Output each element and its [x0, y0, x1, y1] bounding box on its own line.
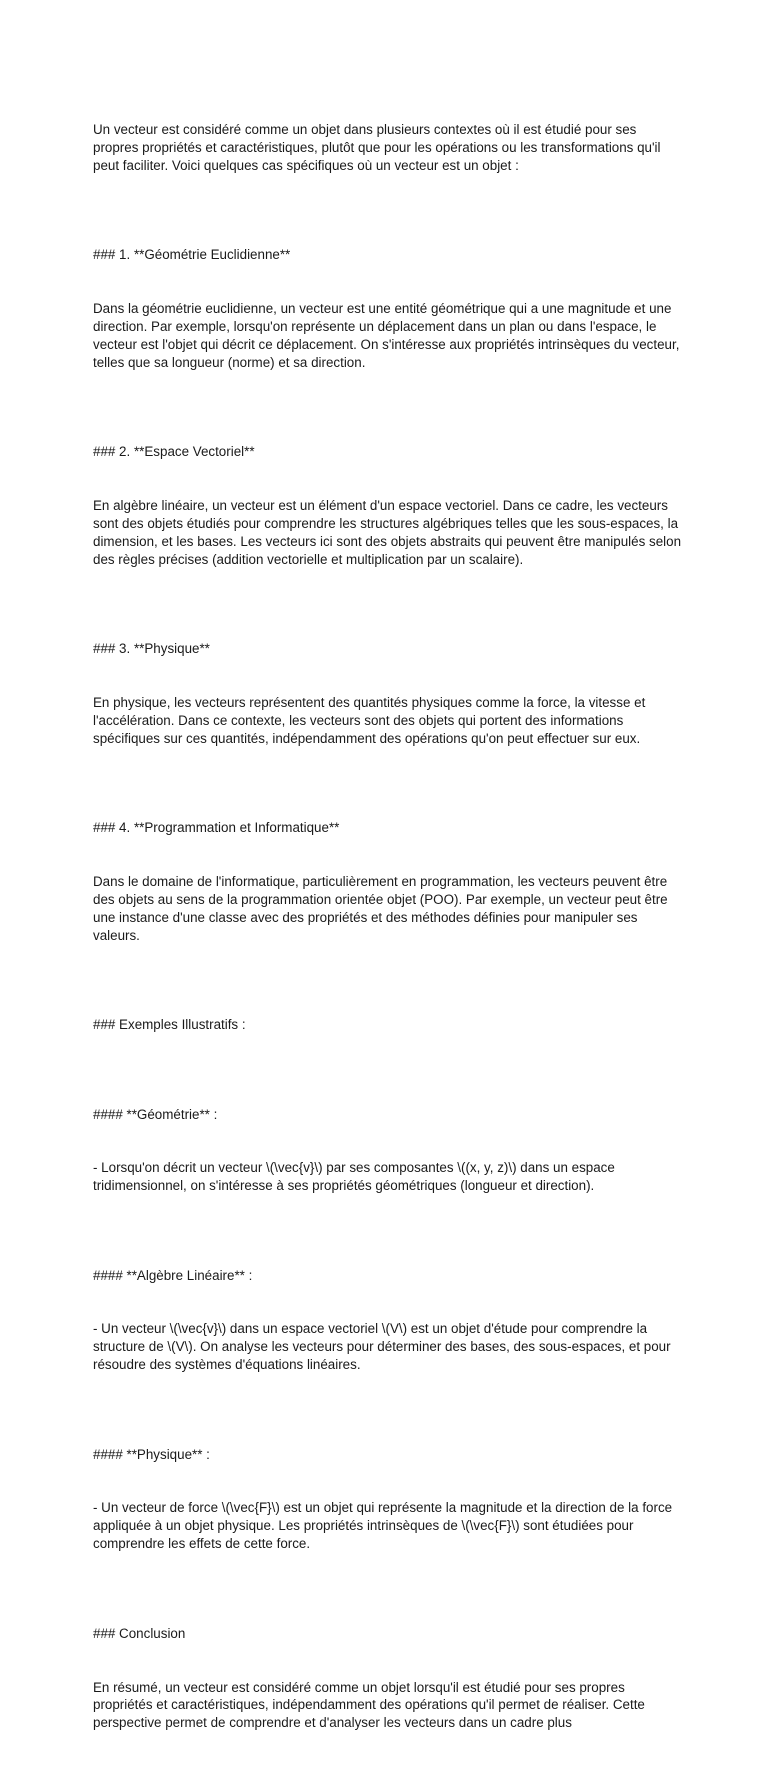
section-heading-physique: ### 3. **Physique** — [93, 641, 210, 657]
example-heading-physique: #### **Physique** : — [93, 1446, 210, 1462]
intro-paragraph: Un vecteur est considéré comme un objet dans plusieurs contextes où il est étudié pour ses propres propriétés et caractéristiques, plutôt que pour les opérations ou les transformations qu'il peut faciliter. Voici quelques cas spécifiques où un vecteur est un objet : — [93, 121, 665, 173]
example-item-algebre: - Un vecteur \(\vec{v}\) dans un espace vectoriel \(V\) est un objet d'étude pour comprendre la structure de \(V\). On analyse les vecteurs pour déterminer des bases, des sous-espaces, et pour résoudre des systèmes d'équations linéaires. — [93, 1321, 675, 1373]
section-paragraph-physique: En physique, les vecteurs représentent des quantités physiques comme la force, la vitesse et l'accélération. Dans ce contexte, les vecteurs sont des objets qui portent des informations spécifiques sur ces quantités, indépendamment des opérations qu'on peut effectuer sur eux. — [93, 694, 650, 746]
section-heading-programmation: ### 4. **Programmation et Informatique** — [93, 820, 340, 836]
example-item-physique: - Un vecteur de force \(\vec{F}\) est un objet qui représente la magnitude et la direction de la force appliquée à un objet physique. Les propriétés intrinsèques de \(\vec{F}\) sont étudiées pour comprendre les effets de cette force. — [93, 1500, 676, 1552]
section-paragraph-programmation: Dans le domaine de l'informatique, particulièrement en programmation, les vecteurs peuvent être des objets au sens de la programmation orientée objet (POO). Par exemple, un vecteur peut être une instance d'une classe avec des propriétés et des méthodes définies pour manipuler ses valeurs. — [93, 873, 672, 943]
section-heading-exemples: ### Exemples Illustratifs : — [93, 1017, 246, 1033]
example-heading-algebre: #### **Algèbre Linéaire** : — [93, 1267, 253, 1283]
section-heading-geometrie-euclidienne: ### 1. **Géométrie Euclidienne** — [93, 247, 291, 263]
example-heading-geometrie: #### **Géométrie** : — [93, 1106, 218, 1122]
section-paragraph-conclusion: En résumé, un vecteur est considéré comme un objet lorsqu'il est étudié pour ses propres propriétés et caractéristiques, indépendamment des opérations qu'il permet de réaliser. Cette perspective permet de comprendre et d'analyser les vecteurs dans un cadre plus — [93, 1679, 649, 1731]
section-paragraph-geometrie-euclidienne: Dans la géométrie euclidienne, un vecteur est une entité géométrique qui a une magnitude et une direction. Par exemple, lorsqu'on représente un déplacement dans un plan ou dans l'espace, le vecteur est l'objet qui décrit ce déplacement. On s'intéresse aux propriétés intrinsèques du vecteur, telles que sa longueur (norme) et sa direction. — [93, 300, 684, 370]
document-body — [93, 85, 683, 1768]
section-heading-espace-vectoriel: ### 2. **Espace Vectoriel** — [93, 444, 255, 460]
section-heading-conclusion: ### Conclusion — [93, 1625, 186, 1641]
example-item-geometrie: - Lorsqu'on décrit un vecteur \(\vec{v}\) par ses composantes \((x, y, z)\) dans un espace tridimensionnel, on s'intéresse à ses propriétés géométriques (longueur et direction). — [93, 1160, 619, 1194]
section-paragraph-espace-vectoriel: En algèbre linéaire, un vecteur est un élément d'un espace vectoriel. Dans ce cadre, les vecteurs sont des objets étudiés pour comprendre les structures algébriques telles que les sous-espaces, la dimension, et les bases. Les vecteurs ici sont des objets abstraits qui peuvent être manipulés selon des règles précises (addition vectorielle et multiplication par un scalaire). — [93, 497, 685, 567]
